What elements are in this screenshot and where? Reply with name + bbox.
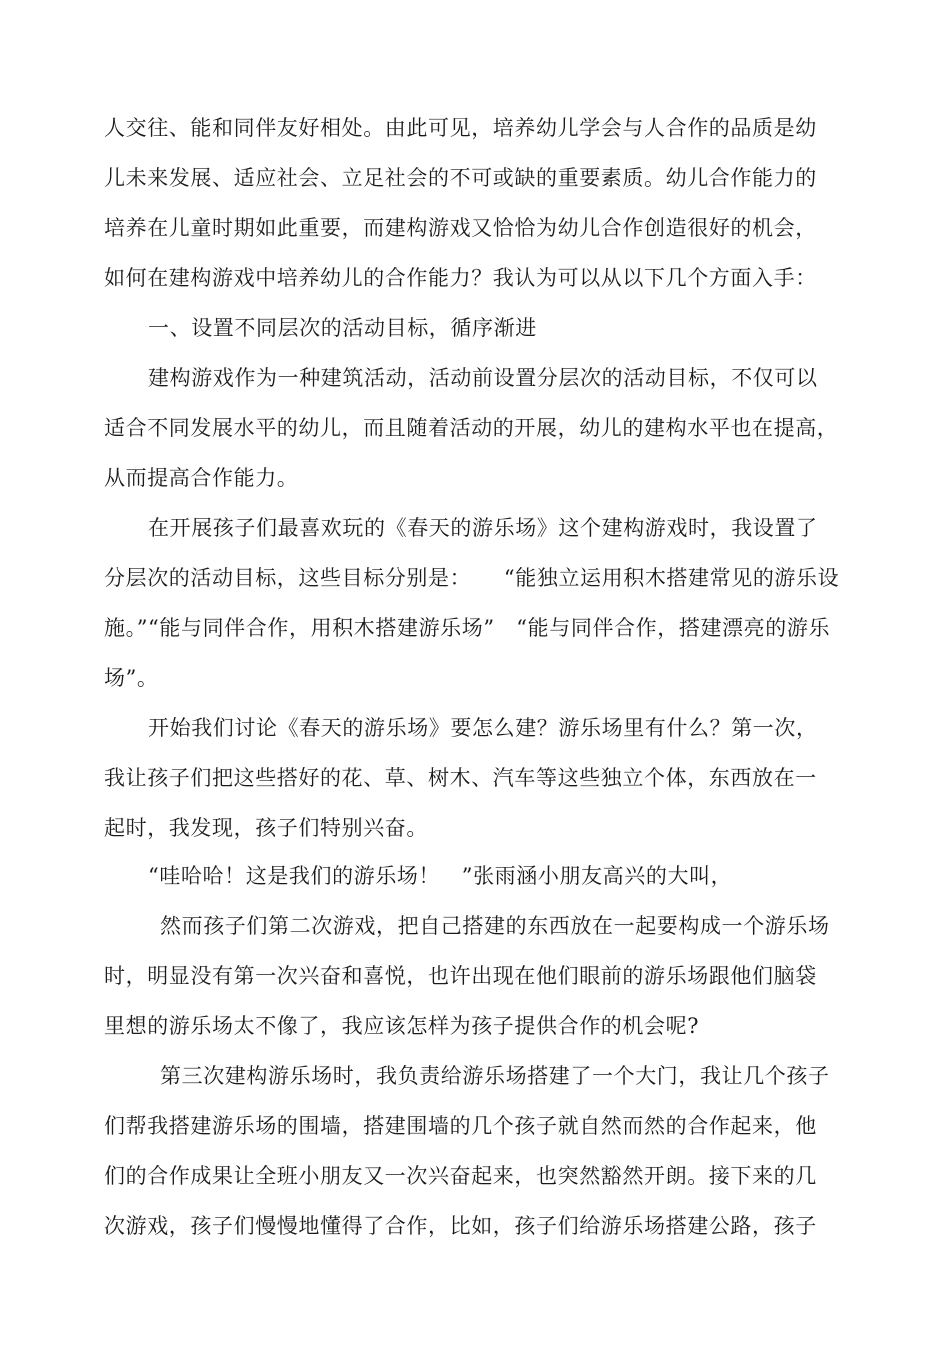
text-line: 从而提高合作能力。	[104, 466, 299, 490]
text-line: 次游戏，孩子们慢慢地懂得了合作，比如，孩子们给游乐场搭建公路，孩子	[104, 1214, 817, 1238]
text-line: 我让孩子们把这些搭好的花、草、树木、汽车等这些独立个体，东西放在一	[104, 766, 817, 790]
text-line: 适合不同发展水平的幼儿，而且随着活动的开展，幼儿的建构水平也在提高，	[104, 416, 839, 440]
text-line: 第三次建构游乐场时，我负责给游乐场搭建了一个大门，我让几个孩子	[160, 1064, 830, 1088]
text-line: 里想的游乐场太不像了，我应该怎样为孩子提供合作的机会呢?	[104, 1014, 700, 1038]
text-line: 场”。	[104, 666, 159, 690]
section-heading: 一、设置不同层次的活动目标，循序渐进	[148, 316, 537, 340]
text-line: 时，明显没有第一次兴奋和喜悦，也许出现在他们眼前的游乐场跟他们脑袋	[104, 964, 817, 988]
text-line: 施。”“能与同伴合作，用积木搭建游乐场” “能与同伴合作，搭建漂亮的游乐	[104, 616, 831, 640]
text-line: 培养在儿童时期如此重要，而建构游戏又恰恰为幼儿合作创造很好的机会，	[104, 216, 817, 240]
text-line: 分层次的活动目标，这些目标分别是： “能独立运用积木搭建常见的游乐设	[104, 566, 840, 590]
text-line: 们帮我搭建游乐场的围墙，搭建围墙的几个孩子就自然而然的合作起来，他	[104, 1114, 817, 1138]
text-line: 起时，我发现，孩子们特别兴奋。	[104, 816, 428, 840]
text-line: 人交往、能和同伴友好相处。由此可见，培养幼儿学会与人合作的品质是幼	[104, 116, 817, 140]
text-line: 儿未来发展、适应社会、立足社会的不可或缺的重要素质。幼儿合作能力的	[104, 166, 817, 190]
text-line: 们的合作成果让全班小朋友又一次兴奋起来，也突然豁然开朗。接下来的几	[104, 1164, 817, 1188]
text-line: “哇哈哈！这是我们的游乐场！ ”张雨涵小朋友高兴的大叫，	[148, 864, 733, 888]
text-line: 然而孩子们第二次游戏，把自己搭建的东西放在一起要构成一个游乐场	[160, 914, 830, 938]
text-line: 如何在建构游戏中培养幼儿的合作能力？我认为可以从以下几个方面入手：	[104, 266, 817, 290]
text-line: 在开展孩子们最喜欢玩的《春天的游乐场》这个建构游戏时，我设置了	[148, 516, 818, 540]
text-line: 开始我们讨论《春天的游乐场》要怎么建？游乐场里有什么？第一次，	[148, 716, 818, 740]
text-line: 建构游戏作为一种建筑活动，活动前设置分层次的活动目标，不仅可以	[148, 366, 818, 390]
